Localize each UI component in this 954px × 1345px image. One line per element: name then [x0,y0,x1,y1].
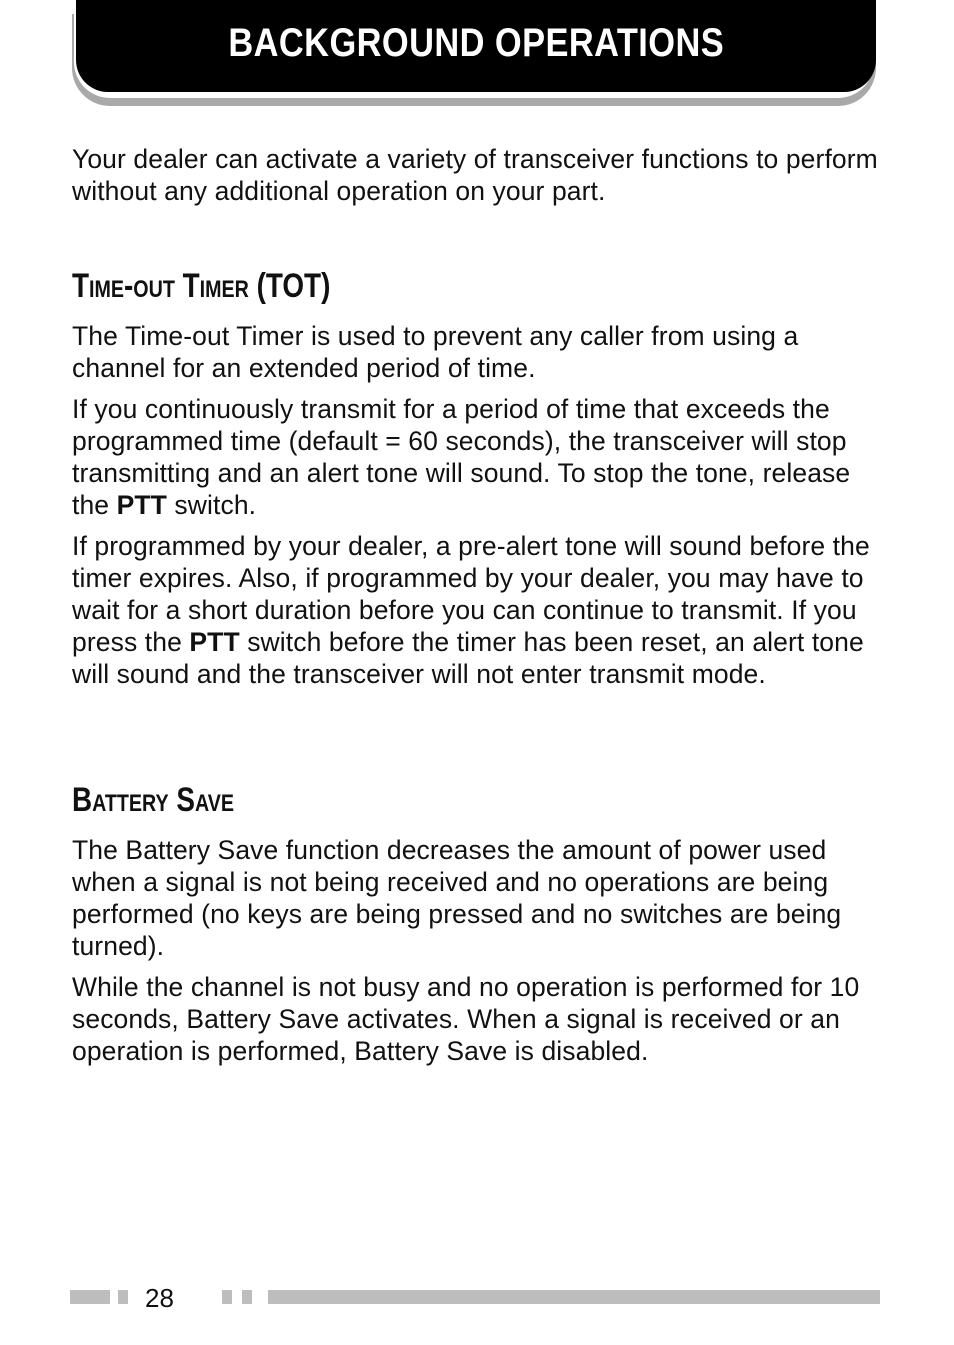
battery-save-paragraph-1-text: The Battery Save function decreases the amount of power used when a signal is not being received and no operations are being performed (no keys are being pressed and no switches are being turned). [72,835,842,961]
battery-save-paragraph-2 [72,971,882,1067]
footer-bar-right [268,1290,880,1304]
ptt-key-label: PTT [116,490,167,520]
tot-paragraph-3 [72,530,882,690]
tot-paragraph-2 [72,393,882,521]
footer-bar-dash-1 [118,1290,128,1304]
title-banner [76,0,876,92]
tot-paragraph-3-text: If programmed by your dealer, a pre-alert tone will sound before the timer expires. Also, if programmed by your dealer, you may have to wait for a short duration before you can continue to transmit. If you press the [72,531,870,657]
page-title: BACKGROUND OPERATIONS [228,20,724,65]
ptt-key-label: PTT [189,627,240,657]
intro-paragraph: Your dealer can activate a variety of transceiver functions to perform without any additional operation on your part. [72,144,878,206]
section-heading-time-out-timer: Time-out Timer (TOT) [72,267,331,305]
footer-bar-dash-3 [242,1290,252,1304]
footer-bar-left [70,1290,110,1304]
tot-paragraph-1 [72,320,882,384]
battery-save-paragraph-2-text: While the channel is not busy and no operation is performed for 10 seconds, Battery Save activates. When a signal is received or an operation is performed, Battery Save is disabled. [72,972,860,1066]
tot-paragraph-1-text: The Time-out Timer is used to prevent any caller from using a channel for an extended period of time. [72,321,799,383]
section-heading-battery-save: Battery Save [72,781,235,819]
tot-paragraph-3-text-end: switch before the timer has been reset, an alert tone will sound and the transceiver will not enter transmit mode. [72,627,864,689]
battery-save-paragraph-1 [72,834,882,962]
tot-paragraph-2-text: If you continuously transmit for a period of time that exceeds the programmed time (default = 60 seconds), the transceiver will stop transmitting and an alert tone will sound. To stop the tone, release the [72,394,851,520]
tot-paragraph-2-text-end: switch. [166,490,257,520]
page-number: 28 [145,1283,174,1313]
footer-bar-dash-2 [222,1290,232,1304]
